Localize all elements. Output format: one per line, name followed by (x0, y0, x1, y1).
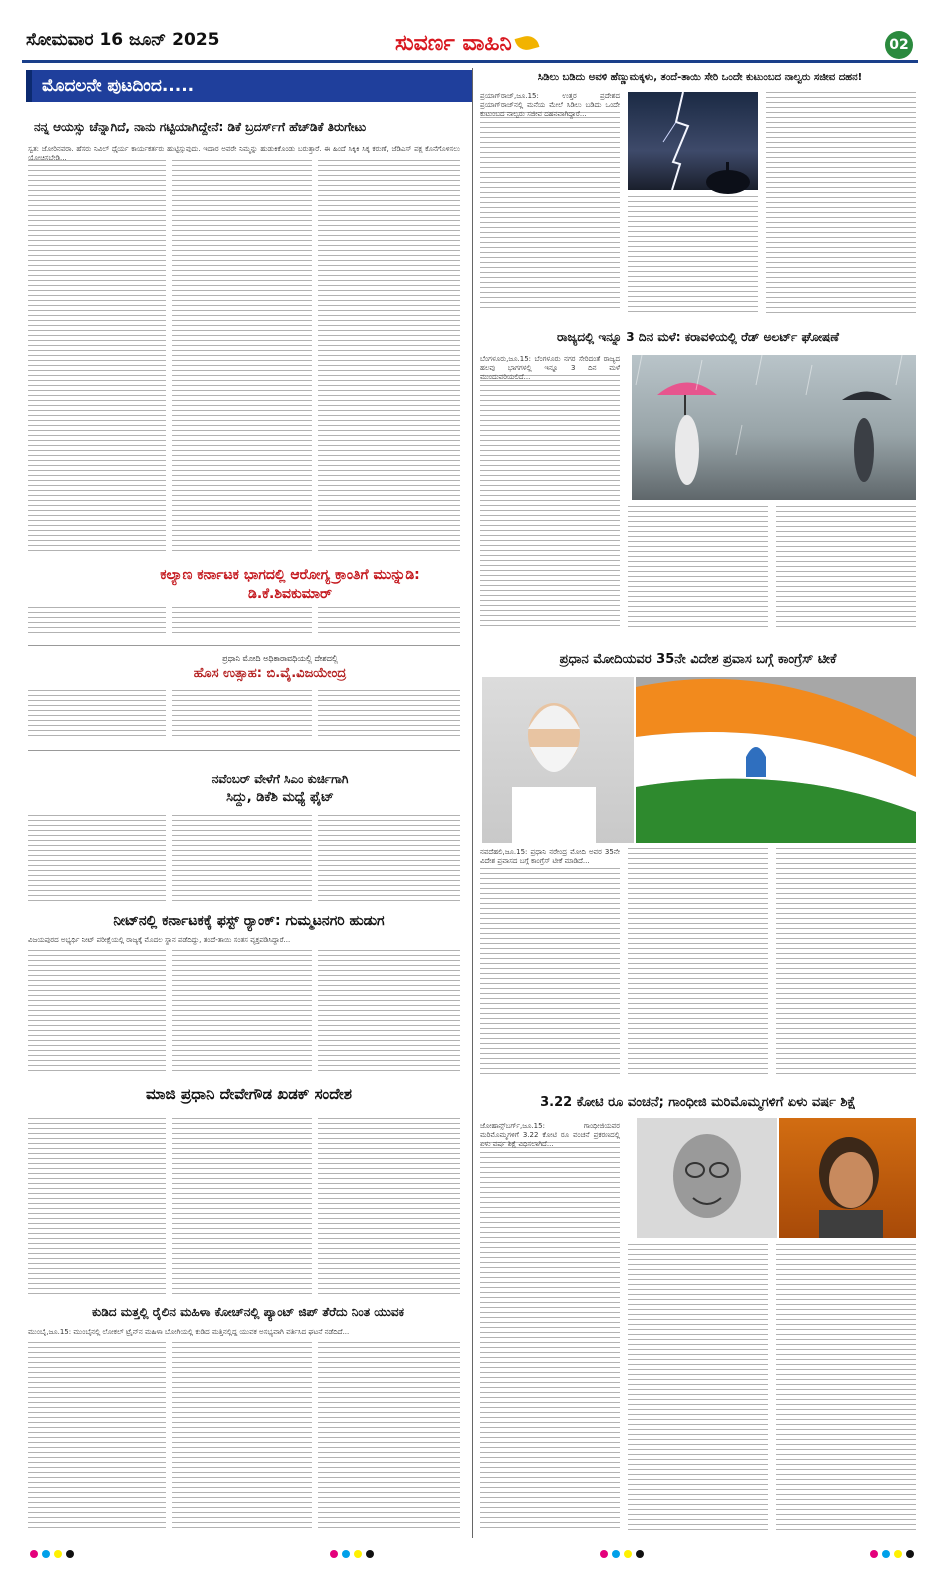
story-train-col2 (172, 1342, 312, 1532)
story-vijayendra-col1 (28, 690, 166, 740)
story-lightning-col2 (628, 196, 758, 314)
story-hdk-lead: ಸ್ವತ: ಜೋರಿನವರಾ. ಹೆಸರು ನಿವಿಲ್ ಧೈರ್ಯ ಕಾರ್ಯಕರ್ತರು ಹುಟ್ಟಿಸ್ಸುವುದು. ಇದಾರ ಅವರೇ ನಿಮ್ಮನ್ನು ಹುಡುಕಿಕೊಂಡು ಬರುತ್ತಾರೆ. ಈ ಹಿಂದೆ ಸಿಕ್ಕಿಕಿ ಸಿಕ್ಕ ಕರುಣೆ, ಜೆಡಿಎಸ್ ಪಕ್ಷ ಕೊನೆಗೊಳಿಸಲು ಯೋಚಿಸಬೇಡಿ... (28, 145, 460, 162)
story-rain-col3 (776, 506, 916, 630)
headline-cm-fight: ಸಿದ್ದು, ಡಿಕೆಶಿ ಮಧ್ಯೆ ಫೈಟ್ (226, 790, 334, 805)
story-neet-col3 (318, 950, 460, 1075)
column-divider (472, 68, 473, 1538)
story-lightning-col3 (766, 92, 916, 314)
story-gandhi-col2 (628, 1244, 768, 1532)
story-lightning-lead: ಪ್ರಯಾಗ್‌ರಾಜ್,ಜೂ.15: ಉತ್ತರ ಪ್ರದೇಶದ ಪ್ರಯಾಗ್‌ರಾಜ್‌ನಲ್ಲಿ ಮನೆಯ ಮೇಲೆ ಸಿಡಿಲು ಬಡಿದು ಒಂದೇ ಕುಟುಂಬದ ನಾಲ್ವರು ಸಜೀವ ದಹನವಾಗಿದ್ದಾರೆ... (480, 92, 620, 118)
story-gandhi-col3 (776, 1244, 916, 1532)
story-rain-col2 (628, 506, 768, 630)
story-train-col1 (28, 1342, 166, 1532)
separator (28, 750, 460, 751)
section-banner (26, 70, 472, 102)
ashish-lata-photo (779, 1118, 916, 1238)
headline-vijayendra: ಹೊಸ ಉತ್ಸಾಹ: ಬಿ.ವೈ.ವಿಜಯೇಂದ್ರ (193, 666, 347, 681)
story-devegowda-col3 (318, 1118, 460, 1298)
headline-devegowda: ಮಾಜಿ ಪ್ರಧಾನಿ ದೇವೇಗೌಡ ಖಡಕ್ ಸಂದೇಶ (145, 1085, 353, 1103)
issue-date: ಸೋಮವಾರ 16 ಜೂನ್ 2025 (26, 30, 220, 50)
headline-gandhi-kin: 3.22 ಕೋಟಿ ರೂ ವಂಚನೆ; ಗಾಂಧೀಜಿ ಮರಿಮೊಮ್ಮಗಳಿಗೆ ಏಳು ವರ್ಷ ಶಿಕ್ಷೆ (540, 1095, 856, 1110)
story-dks-col2 (172, 607, 312, 637)
story-lightning-col1 (480, 112, 620, 312)
print-registration-marks-left (30, 1550, 74, 1562)
gandhi-photo (637, 1118, 777, 1238)
story-cm-col1 (28, 815, 166, 905)
headline-hdk: ನನ್ನ ಆಯಸ್ಸು ಚೆನ್ನಾಗಿದೆ, ನಾನು ಗಟ್ಟಿಯಾಗಿದ್ದೇನೆ: ಡಿಕೆ ಬ್ರದರ್ಸ್‌ಗೆ ಹೆಚ್‌ಡಿಕೆ ತಿರುಗೇಟು (34, 120, 367, 134)
headline-rain-alert: ರಾಜ್ಯದಲ್ಲಿ ಇನ್ನೂ 3 ದಿನ ಮಳೆ: ಕರಾವಳಿಯಲ್ಲಿ ರೆಡ್ ಅಲರ್ಟ್ ಘೋಷಣೆ (557, 330, 839, 344)
lightning-photo (628, 92, 758, 190)
story-neet-col2 (172, 950, 312, 1075)
story-modi-col3 (776, 848, 916, 1078)
story-rain-col1 (480, 375, 620, 630)
story-modi-col2 (628, 848, 768, 1078)
print-registration-marks-mid (330, 1550, 374, 1562)
headline-neet: ನೀಟ್‌ನಲ್ಲಿ ಕರ್ನಾಟಕಕ್ಕೆ ಫಸ್ಟ್ ರ‍್ಯಾಂಕ್: ಗುಮ್ಮಟನಗರಿ ಹುಡುಗ (113, 913, 385, 929)
story-gandhi-col1 (480, 1142, 620, 1532)
story-hdk-col2 (172, 160, 312, 555)
separator (28, 645, 460, 646)
story-neet-col1 (28, 950, 166, 1075)
story-modi-col1 (480, 868, 620, 1078)
story-hdk-col1 (28, 160, 166, 555)
rain-photo (632, 355, 916, 500)
headline-dks-health: ಕಲ್ಯಾಣ ಕರ್ನಾಟಕ ಭಾಗದಲ್ಲಿ ಆರೋಗ್ಯ ಕ್ರಾಂತಿಗೆ ಮುನ್ನುಡಿ: ಡಿ.ಕೆ.ಶಿವಕುಮಾರ್ (160, 567, 420, 602)
story-train-col3 (318, 1342, 460, 1532)
story-dks-col3 (318, 607, 460, 637)
story-vijayendra-col2 (172, 690, 312, 740)
headline-lightning: ಸಿಡಿಲು ಬಡಿದು ಅವಳಿ ಹೆಣ್ಣುಮಕ್ಕಳು, ತಂದೆ-ತಾಯಿ ಸೇರಿ ಒಂದೇ ಕುಟುಂಬದ ನಾಲ್ವರು ಸಜೀವ ದಹನ! (537, 72, 863, 83)
dot-yellow (54, 1550, 62, 1558)
modi-photo (482, 677, 634, 843)
page-number-badge: 02 (885, 31, 913, 59)
story-devegowda-col2 (172, 1118, 312, 1298)
story-gandhi-lead: ಜೋಹಾನ್ಸ್‌ಬರ್ಗ್,ಜೂ.15: ಗಾಂಧೀಜಿಯವರ ಮರಿಮೊಮ್ಮಗಳಿಗೆ 3.22 ಕೋಟಿ ರೂ ವಂಚನೆ ಪ್ರಕರಣದಲ್ಲಿ ಏಳು ವರ್ಷ ಶಿಕ್ಷೆ ವಿಧಿಸಲಾಗಿದೆ... (480, 1122, 620, 1148)
story-devegowda-col1 (28, 1118, 166, 1298)
story-dks-col1 (28, 607, 166, 637)
story-vijayendra-col3 (318, 690, 460, 740)
story-train-lead: ಮುಂಬೈ,ಜೂ.15: ಮುಂಬೈನಲ್ಲಿ ಲೋಕಲ್ ಟ್ರೈನ್‌ನ ಮಹಿಳಾ ಬೋಗಿಯಲ್ಲಿ ಕುಡಿದ ಮತ್ತಿನಲ್ಲಿದ್ದ ಯುವಕ ಅಸಭ್ಯವಾಗಿ ವರ್ತಿಸಿದ ಘಟನೆ ನಡೆದಿದೆ... (28, 1328, 350, 1336)
section-banner-label: ಮೊದಲನೇ ಪುಟದಿಂದ..... (42, 76, 195, 96)
logo-text: ಸುವರ್ಣ ವಾಹಿನಿ (395, 30, 512, 56)
kicker-vijayendra: ಪ್ರಧಾನಿ ಮೋದಿ ಅಧಿಕಾರಾವಧಿಯಲ್ಲಿ ದೇಶದಲ್ಲಿ (222, 654, 338, 663)
story-rain-lead: ಬೆಂಗಳೂರು,ಜೂ.15: ಬೆಂಗಳೂರು ನಗರ ಸೇರಿದಂತೆ ರಾಜ್ಯದ ಹಲವು ಭಾಗಗಳಲ್ಲಿ ಇನ್ನೂ 3 ದಿನ ಮಳೆ ಮುಂದುವರಿಯಲಿದೆ... (480, 355, 620, 381)
masthead-rule (22, 60, 918, 63)
newspaper-logo (395, 30, 538, 56)
print-registration-marks-right (870, 1550, 914, 1562)
headline-modi-trip: ಪ್ರಧಾನ ಮೋದಿಯವರ 35ನೇ ವಿದೇಶ ಪ್ರವಾಸ ಬಗ್ಗೆ ಕಾಂಗ್ರೆಸ್ ಟೀಕೆ (559, 652, 837, 667)
story-modi-lead: ನವದೆಹಲಿ,ಜೂ.15: ಪ್ರಧಾನಿ ನರೇಂದ್ರ ಮೋದಿ ಅವರ 35ನೇ ವಿದೇಶ ಪ್ರವಾಸದ ಬಗ್ಗೆ ಕಾಂಗ್ರೆಸ್ ಟೀಕೆ ಮಾಡಿದೆ... (480, 848, 620, 865)
print-registration-marks-mid2 (600, 1550, 644, 1562)
congress-flag-photo (636, 677, 916, 843)
story-cm-col2 (172, 815, 312, 905)
story-hdk-col3 (318, 160, 460, 555)
dot-black (66, 1550, 74, 1558)
story-cm-col3 (318, 815, 460, 905)
headline-mumbai-train: ಕುಡಿದ ಮತ್ತಲ್ಲಿ ರೈಲಿನ ಮಹಿಳಾ ಕೋಚ್‌ನಲ್ಲಿ ಪ್ಯಾಂಟ್ ಜಿಪ್ ತೆರೆದು ನಿಂತ ಯುವಕ (91, 1305, 405, 1319)
story-neet-lead: ವಿಜಯಪುರದ ಅಭ್ಯರ್ಥಿ ನೀಟ್ ಪರೀಕ್ಷೆಯಲ್ಲಿ ರಾಜ್ಯಕ್ಕೆ ಮೊದಲ ಸ್ಥಾನ ಪಡೆದಿದ್ದು, ತಂದೆ-ತಾಯಿ ಸಂತಸ ವ್ಯಕ್ತಪಡಿಸಿದ್ದಾರೆ... (28, 936, 291, 944)
dot-cyan (42, 1550, 50, 1558)
dot-magenta (30, 1550, 38, 1558)
kicker-cm-fight: ನವೆಂಬರ್ ವೇಳೆಗೆ ಸಿಎಂ ಕುರ್ಚಿಗಾಗಿ (211, 772, 349, 786)
logo-leaf-icon (514, 33, 539, 52)
